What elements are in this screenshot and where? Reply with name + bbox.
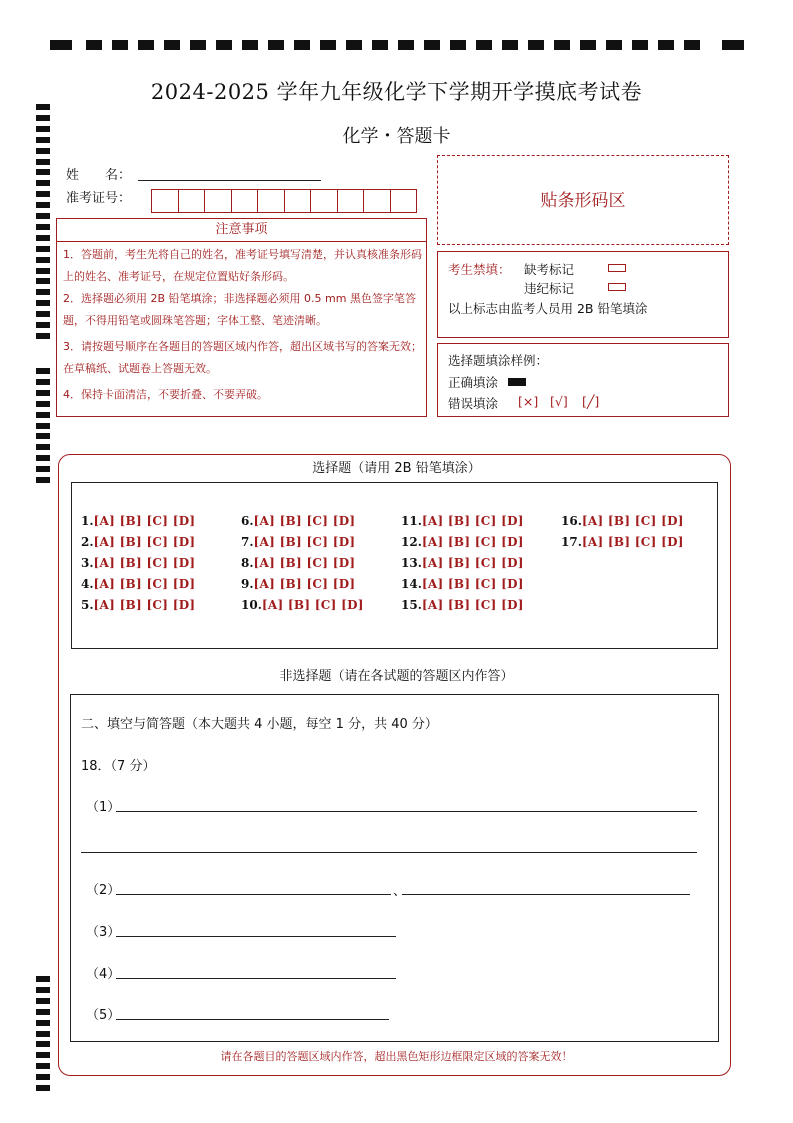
timing-mark bbox=[36, 987, 50, 993]
part-label: （3） bbox=[86, 925, 121, 940]
answer-options[interactable]: [A] [B] [C] [D] bbox=[93, 556, 196, 570]
absent-mark-box[interactable] bbox=[608, 264, 626, 272]
answer-line[interactable] bbox=[116, 978, 396, 979]
question-18-label: 18．（7 分） bbox=[81, 759, 156, 774]
choice-question[interactable] bbox=[401, 598, 524, 612]
absent-mark-label: 缺考标记 bbox=[524, 262, 575, 277]
notice-heading: 注意事项 bbox=[56, 218, 427, 242]
timing-mark bbox=[36, 311, 50, 317]
choice-section-title: 选择题（请用 2B 铅笔填涂） bbox=[312, 461, 481, 476]
violation-mark-label: 违纪标记 bbox=[524, 281, 575, 296]
question-number: 6. bbox=[241, 514, 254, 528]
question-number: 14. bbox=[401, 577, 422, 591]
answer-options[interactable]: [A] [B] [C] [D] bbox=[93, 535, 196, 549]
choice-question[interactable] bbox=[401, 577, 524, 591]
question-number: 9. bbox=[241, 577, 254, 591]
question-number: 7. bbox=[241, 535, 254, 549]
fill-example-box bbox=[437, 343, 729, 417]
wrong-fill-sample: [√] bbox=[550, 394, 568, 409]
exam-marks-label: 考生禁填： bbox=[448, 262, 511, 277]
question-number: 1. bbox=[81, 514, 94, 528]
wrong-fill-sample: [×] bbox=[518, 394, 539, 409]
timing-mark bbox=[36, 477, 50, 483]
answer-options[interactable]: [A] [B] [C] [D] bbox=[421, 556, 524, 570]
timing-mark bbox=[36, 1074, 50, 1080]
timing-mark bbox=[36, 202, 50, 208]
question-number: 10. bbox=[241, 598, 262, 612]
choice-question[interactable] bbox=[401, 535, 524, 549]
id-digit-box[interactable] bbox=[151, 189, 179, 213]
question-number: 3. bbox=[81, 556, 94, 570]
choice-question[interactable] bbox=[561, 535, 684, 549]
answer-line[interactable] bbox=[402, 894, 690, 895]
timing-mark bbox=[36, 289, 50, 295]
timing-mark bbox=[36, 379, 50, 385]
choice-question[interactable] bbox=[81, 535, 195, 549]
answer-options[interactable]: [A] [B] [C] [D] bbox=[421, 535, 524, 549]
answer-line[interactable] bbox=[116, 894, 391, 895]
timing-mark bbox=[36, 1041, 50, 1047]
timing-mark bbox=[36, 213, 50, 219]
choice-question[interactable] bbox=[561, 514, 684, 528]
answer-line[interactable] bbox=[81, 852, 697, 853]
choice-question[interactable] bbox=[241, 535, 355, 549]
timing-mark bbox=[36, 401, 50, 407]
choice-question[interactable] bbox=[81, 556, 195, 570]
answer-line[interactable] bbox=[116, 811, 697, 812]
timing-mark bbox=[36, 322, 50, 328]
page-subtitle: 化学・答题卡 bbox=[342, 126, 451, 147]
id-digit-box[interactable] bbox=[390, 189, 418, 213]
wrong-fill-sample: [╱] bbox=[582, 394, 600, 409]
notice-box bbox=[56, 242, 427, 417]
nonchoice-heading: 二、填空与简答题（本大题共 4 小题，每空 1 分，共 40 分） bbox=[81, 717, 438, 732]
question-number: 15. bbox=[401, 598, 422, 612]
answer-options[interactable]: [A] [B] [C] [D] bbox=[253, 556, 356, 570]
timing-mark bbox=[36, 278, 50, 284]
notice-item: 4．保持卡面清洁，不要折叠、不要弄破。 bbox=[63, 388, 268, 401]
violation-mark-box[interactable] bbox=[608, 283, 626, 291]
question-number: 12. bbox=[401, 535, 422, 549]
answer-options[interactable]: [A] [B] [C] [D] bbox=[421, 514, 524, 528]
answer-options[interactable]: [A] [B] [C] [D] bbox=[261, 598, 364, 612]
id-digit-box[interactable] bbox=[231, 189, 259, 213]
question-number: 4. bbox=[81, 577, 94, 591]
top-timing-marks bbox=[50, 38, 744, 50]
timing-mark bbox=[36, 1031, 50, 1037]
id-digit-box[interactable] bbox=[284, 189, 312, 213]
choice-question[interactable] bbox=[241, 598, 364, 612]
choice-question[interactable] bbox=[241, 577, 355, 591]
name-label: 姓 名： bbox=[66, 168, 132, 183]
id-digit-box[interactable] bbox=[363, 189, 391, 213]
id-digit-box[interactable] bbox=[178, 189, 206, 213]
id-digit-box[interactable] bbox=[337, 189, 365, 213]
timing-mark bbox=[36, 998, 50, 1004]
question-number: 8. bbox=[241, 556, 254, 570]
timing-mark bbox=[36, 235, 50, 241]
notice-item: 3．请按题号顺序在各题目的答题区域内作答，超出区域书写的答案无效；在草稿纸、试题卷上答题无效。 bbox=[63, 340, 422, 375]
timing-mark bbox=[36, 180, 50, 186]
choice-question[interactable] bbox=[81, 577, 195, 591]
timing-mark bbox=[36, 191, 50, 197]
timing-mark bbox=[36, 115, 50, 121]
timing-mark bbox=[36, 1085, 50, 1091]
fill-example-title: 选择题填涂样例： bbox=[448, 353, 549, 368]
timing-mark bbox=[36, 148, 50, 154]
question-number: 16. bbox=[561, 514, 582, 528]
choice-question[interactable] bbox=[241, 556, 355, 570]
correct-fill-sample bbox=[508, 378, 526, 386]
name-field[interactable] bbox=[138, 180, 321, 181]
nonchoice-answer-box bbox=[70, 694, 719, 1042]
question-number: 5. bbox=[81, 598, 94, 612]
exam-marks-box bbox=[437, 251, 729, 338]
answer-options[interactable]: [A] [B] [C] [D] bbox=[421, 598, 524, 612]
id-digit-box[interactable] bbox=[257, 189, 285, 213]
timing-mark bbox=[36, 333, 50, 339]
id-digit-box[interactable] bbox=[204, 189, 232, 213]
nonchoice-section-title: 非选择题（请在各试题的答题区内作答） bbox=[279, 669, 514, 684]
answer-options[interactable]: [A] [B] [C] [D] bbox=[253, 535, 356, 549]
answer-options[interactable]: [A] [B] [C] [D] bbox=[253, 577, 356, 591]
timing-mark bbox=[36, 224, 50, 230]
timing-mark bbox=[36, 268, 50, 274]
timing-mark bbox=[36, 390, 50, 396]
choice-question[interactable] bbox=[81, 514, 195, 528]
question-number: 13. bbox=[401, 556, 422, 570]
answer-line[interactable] bbox=[116, 1019, 389, 1020]
answer-options[interactable]: [A] [B] [C] [D] bbox=[93, 577, 196, 591]
question-number: 17. bbox=[561, 535, 582, 549]
timing-mark bbox=[36, 246, 50, 252]
timing-mark bbox=[36, 1020, 50, 1026]
barcode-area bbox=[437, 155, 729, 245]
question-number: 2. bbox=[81, 535, 94, 549]
wrong-fill-label: 错误填涂 bbox=[448, 396, 499, 411]
timing-mark bbox=[36, 1009, 50, 1015]
separator-mark: 、 bbox=[393, 884, 407, 899]
timing-mark bbox=[36, 433, 50, 439]
timing-mark bbox=[36, 257, 50, 263]
timing-mark bbox=[36, 169, 50, 175]
notice-item: 1．答题前，考生先将自己的姓名，准考证号填写清楚，并认真核准条形码上的姓名、准考证号，在规定位置贴好条形码。 bbox=[63, 248, 422, 283]
part-label: （2） bbox=[86, 883, 121, 898]
id-digit-box[interactable] bbox=[310, 189, 338, 213]
page-title: 2024-2025 学年九年级化学下学期开学摸底考试卷 bbox=[150, 80, 643, 104]
correct-fill-label: 正确填涂 bbox=[448, 375, 499, 390]
timing-mark bbox=[36, 423, 50, 429]
part-label: （1） bbox=[86, 800, 121, 815]
timing-mark bbox=[36, 159, 50, 165]
part-label: （5） bbox=[86, 1008, 121, 1023]
question-number: 11. bbox=[401, 514, 422, 528]
answer-options[interactable]: [A] [B] [C] [D] bbox=[93, 598, 196, 612]
answer-options[interactable]: [A] [B] [C] [D] bbox=[581, 535, 684, 549]
answer-options[interactable]: [A] [B] [C] [D] bbox=[421, 577, 524, 591]
notice-item: 2．选择题必须用 2B 铅笔填涂；非选择题必须用 0.5 mm 黑色签字笔答题，不得用铅笔或圆珠笔答题；字体工整、笔迹清晰。 bbox=[63, 292, 416, 327]
timing-mark bbox=[36, 1063, 50, 1069]
timing-mark bbox=[36, 444, 50, 450]
timing-mark bbox=[36, 412, 50, 418]
exam-marks-note: 以上标志由监考人员用 2B 铅笔填涂 bbox=[448, 301, 648, 316]
answer-options[interactable]: [A] [B] [C] [D] bbox=[93, 514, 196, 528]
id-label: 准考证号： bbox=[66, 191, 132, 206]
choice-question[interactable] bbox=[401, 514, 524, 528]
timing-mark bbox=[36, 368, 50, 374]
barcode-label: 贴条形码区 bbox=[540, 191, 626, 211]
part-label: （4） bbox=[86, 967, 121, 982]
choice-question[interactable] bbox=[241, 514, 355, 528]
choice-question[interactable] bbox=[401, 556, 524, 570]
answer-options[interactable]: [A] [B] [C] [D] bbox=[581, 514, 684, 528]
answer-options[interactable]: [A] [B] [C] [D] bbox=[253, 514, 356, 528]
timing-mark bbox=[36, 300, 50, 306]
footer-warning: 请在各题目的答题区域内作答，超出黑色矩形边框限定区域的答案无效！ bbox=[220, 1050, 573, 1063]
choice-question[interactable] bbox=[81, 598, 195, 612]
answer-line[interactable] bbox=[116, 936, 396, 937]
timing-mark bbox=[36, 976, 50, 982]
